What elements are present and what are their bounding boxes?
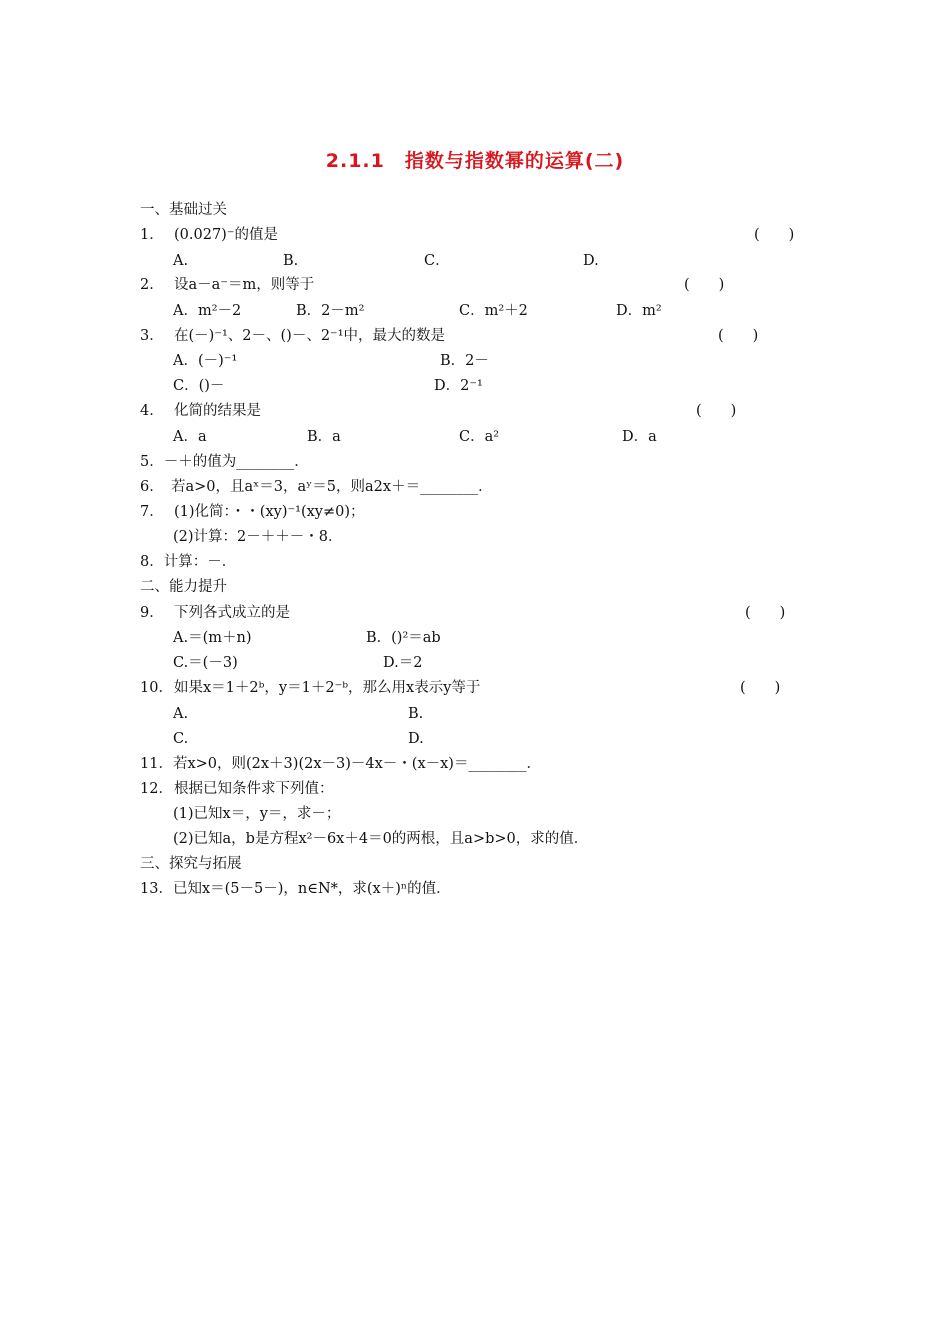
- question-12-part-1: (1)已知x＝，y＝，求－；: [173, 806, 341, 822]
- question-7-part-2: (2)计算：2－＋＋－・8．: [173, 529, 343, 545]
- question-5: 5．－＋的值为________．: [140, 454, 309, 470]
- option-d: D．a: [622, 429, 657, 445]
- answer-bracket: ( ): [684, 277, 725, 293]
- option-c: C.＝(－3): [173, 655, 238, 671]
- option-a: A.: [173, 706, 189, 722]
- option-b: B.: [408, 706, 424, 722]
- option-d: D.: [408, 731, 424, 747]
- option-c: C．a²: [459, 429, 500, 445]
- question-number: 12．: [140, 781, 173, 797]
- question-13: 13．已知x＝(5－5－)，n∈N*，求(x＋)ⁿ的值．: [140, 881, 451, 897]
- question-9: [140, 603, 290, 623]
- answer-bracket: ( ): [740, 680, 781, 696]
- option-b: B．a: [307, 429, 341, 445]
- question-8: 8．计算：－．: [140, 554, 237, 570]
- section-heading-improve: 二、能力提升: [140, 579, 227, 595]
- question-12: [140, 779, 334, 799]
- question-text: 如果x＝1＋2ᵇ，y＝1＋2⁻ᵇ，那么用x表示y等于: [174, 680, 481, 696]
- question-7: [140, 502, 365, 522]
- option-c: C．()－: [173, 378, 225, 394]
- answer-bracket: ( ): [745, 605, 786, 621]
- question-6: 6． 若a>0，且aˣ＝3，aʸ＝5，则a2x＋＝________．: [140, 479, 493, 495]
- section-heading-explore: 三、探究与拓展: [140, 856, 242, 872]
- option-c: C.: [173, 731, 189, 747]
- option-b: B．2－: [440, 353, 489, 369]
- question-4: [140, 401, 261, 421]
- answer-bracket: ( ): [696, 403, 737, 419]
- question-part-1: (1)化简：・・(xy)⁻¹(xy≠0)；: [174, 504, 365, 520]
- option-a: A．(－)⁻¹: [173, 353, 238, 369]
- option-b: B．2－m²: [296, 303, 365, 319]
- question-number: 9．: [140, 605, 164, 621]
- question-text: 根据已知条件求下列值：: [174, 781, 334, 797]
- question-number: 10．: [140, 680, 173, 696]
- option-a: A．a: [173, 429, 207, 445]
- question-text: 设a－a⁻＝m，则等于: [174, 277, 315, 293]
- option-b: B.: [283, 253, 299, 269]
- option-a: A．m²－2: [173, 303, 242, 319]
- question-11: 11．若x>0，则(2x＋3)(2x－3)－4x－・(x－x)＝________．: [140, 756, 541, 772]
- question-12-part-2: (2)已知a，b是方程x²－6x＋4＝0的两根，且a>b>0，求的值．: [173, 831, 589, 847]
- question-3: [140, 326, 445, 346]
- answer-bracket: ( ): [718, 328, 759, 344]
- option-c: C．: [424, 253, 450, 269]
- question-text: (0.027)⁻的值是: [174, 227, 278, 243]
- option-c: C．m²＋2: [459, 303, 528, 319]
- option-b: B．()²＝ab: [366, 630, 441, 646]
- question-text: 在(－)⁻¹、2－、()－、2⁻¹中，最大的数是: [174, 328, 446, 344]
- question-1: [140, 225, 278, 245]
- question-text: 化简的结果是: [174, 403, 261, 419]
- option-d: D.: [583, 253, 599, 269]
- question-number: 3．: [140, 328, 164, 344]
- question-number: 1．: [140, 227, 164, 243]
- option-a: A.＝(m＋n): [173, 630, 252, 646]
- page-title: 2.1.1 指数与指数幂的运算(二): [325, 150, 625, 172]
- option-a: A.: [173, 253, 189, 269]
- section-heading-basic: 一、基础过关: [140, 202, 227, 218]
- question-number: 2．: [140, 277, 164, 293]
- answer-bracket: ( ): [754, 227, 795, 243]
- question-number: 4．: [140, 403, 164, 419]
- question-number: 7．: [140, 504, 164, 520]
- option-d: D．2⁻¹: [434, 378, 483, 394]
- question-2: [140, 275, 314, 295]
- option-d: D.＝2: [383, 655, 423, 671]
- option-d: D．m²: [616, 303, 662, 319]
- question-10: [140, 678, 480, 698]
- question-text: 下列各式成立的是: [174, 605, 290, 621]
